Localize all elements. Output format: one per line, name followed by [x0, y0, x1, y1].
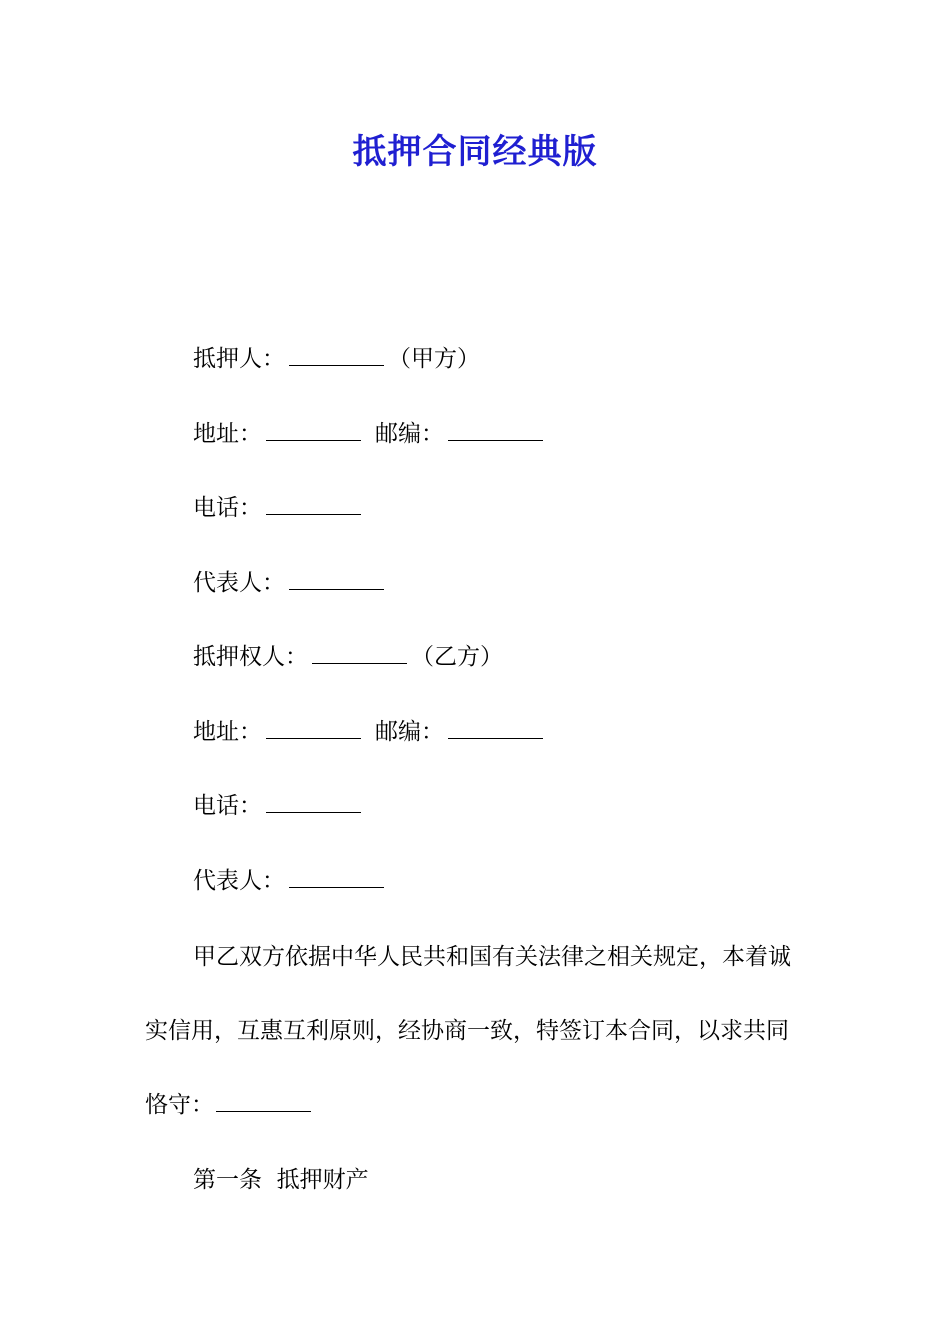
party-b-name-label: 抵押权人： — [193, 644, 308, 670]
preamble-blank[interactable] — [216, 1089, 311, 1112]
party-a-name-blank[interactable] — [289, 343, 384, 366]
party-a-address-label: 地址： — [193, 421, 262, 447]
party-b-rep-line — [193, 865, 388, 897]
party-a-name-suffix: （甲方） — [388, 346, 480, 372]
party-a-name-line — [193, 343, 480, 375]
article-1-text: 第一条 抵押财产 — [193, 1167, 369, 1193]
party-a-postcode-label: 邮编： — [375, 421, 444, 447]
party-b-name-blank[interactable] — [312, 641, 407, 664]
party-b-address-blank[interactable] — [266, 716, 361, 739]
preamble-text: 甲乙双方依据中华人民共和国有关法律之相关规定，本着诚实信用，互惠互利原则，经协商一致，特签订本合同，以求共同恪守： — [145, 944, 791, 1118]
party-b-name-line — [193, 641, 503, 673]
party-a-phone-blank[interactable] — [266, 492, 361, 515]
party-a-address-blank[interactable] — [266, 418, 361, 441]
party-a-rep-line — [193, 567, 388, 599]
party-b-address-label: 地址： — [193, 719, 262, 745]
party-b-rep-label: 代表人： — [193, 868, 285, 894]
party-a-rep-blank[interactable] — [289, 567, 384, 590]
party-a-phone-line — [193, 492, 365, 524]
party-a-postcode-blank[interactable] — [448, 418, 543, 441]
party-b-name-suffix: （乙方） — [411, 644, 503, 670]
party-b-phone-line — [193, 790, 365, 822]
party-a-rep-label: 代表人： — [193, 570, 285, 596]
party-b-postcode-label: 邮编： — [375, 719, 444, 745]
party-a-name-label: 抵押人： — [193, 346, 285, 372]
party-b-postcode-blank[interactable] — [448, 716, 543, 739]
party-a-address-line — [193, 418, 547, 450]
article-1-heading — [193, 1164, 369, 1196]
party-a-phone-label: 电话： — [193, 495, 262, 521]
party-b-rep-blank[interactable] — [289, 865, 384, 888]
party-b-phone-label: 电话： — [193, 793, 262, 819]
party-b-phone-blank[interactable] — [266, 790, 361, 813]
party-b-address-line — [193, 716, 547, 748]
document-title: 抵押合同经典版 — [352, 132, 598, 172]
preamble-paragraph — [145, 920, 805, 1142]
